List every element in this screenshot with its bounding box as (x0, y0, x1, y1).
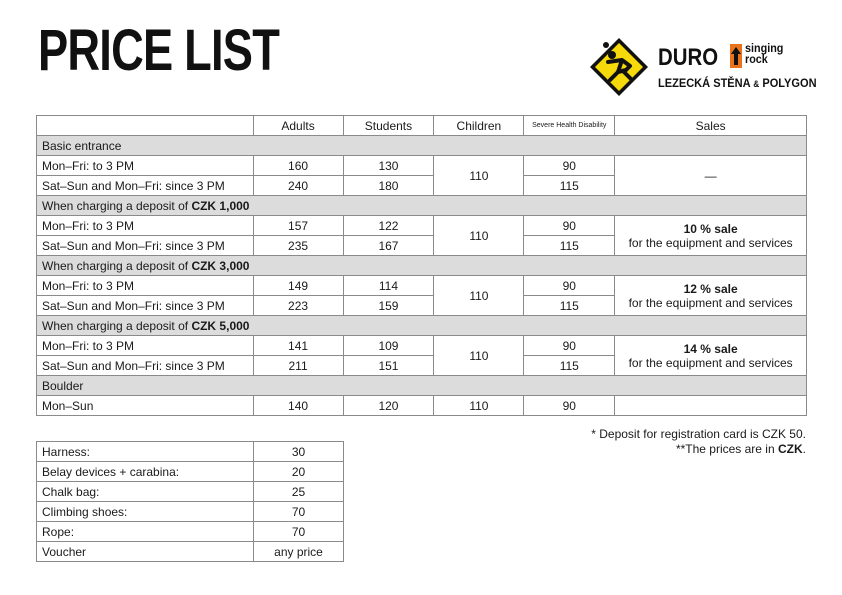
price-disability: 115 (524, 176, 615, 196)
table-header-row (37, 116, 807, 136)
section-deposit-amount: CZK 1,000 (191, 198, 250, 213)
deposit-note: * Deposit for registration card is CZK 50. (591, 427, 806, 441)
sale-description: — (704, 168, 717, 183)
column-header-sales: Sales (615, 116, 807, 136)
duro-logo (588, 36, 817, 98)
rental-item: Belay devices + carabina: (37, 462, 254, 482)
footnotes (591, 427, 806, 457)
price-children: 110 (434, 216, 524, 256)
rental-item: Voucher (37, 542, 254, 562)
column-header-children: Children (434, 116, 524, 136)
section-header-row (37, 136, 807, 156)
row-label: Sat–Sun and Mon–Fri: since 3 PM (37, 176, 254, 196)
table-row (37, 396, 807, 416)
price-disability: 90 (524, 336, 615, 356)
brand-name: DURO (658, 44, 719, 71)
price-students: 167 (343, 236, 434, 256)
price-students: 109 (343, 336, 434, 356)
price-sales (615, 396, 807, 416)
section-title (37, 256, 807, 276)
table-row (37, 336, 807, 356)
table-row (37, 156, 807, 176)
section-title (37, 196, 807, 216)
sale-description: for the equipment and services (628, 355, 793, 370)
price-children: 110 (434, 336, 524, 376)
rental-price: 30 (254, 442, 344, 462)
price-students: 114 (343, 276, 434, 296)
rental-table (36, 441, 344, 562)
sale-percent: 10 % sale (683, 221, 738, 236)
section-title (37, 316, 807, 336)
price-disability: 90 (524, 156, 615, 176)
section-title-text: When charging a deposit of (42, 318, 192, 333)
price-students: 122 (343, 216, 434, 236)
page-title: PRICE LIST (38, 18, 280, 83)
section-header-row (37, 256, 807, 276)
rental-price: 25 (254, 482, 344, 502)
price-students: 130 (343, 156, 434, 176)
rental-price: any price (254, 542, 344, 562)
price-adults: 160 (253, 156, 343, 176)
rental-row (37, 482, 344, 502)
row-label: Sat–Sun and Mon–Fri: since 3 PM (37, 236, 254, 256)
rental-row (37, 502, 344, 522)
price-disability: 115 (524, 356, 615, 376)
price-students: 159 (343, 296, 434, 316)
rental-price: 20 (254, 462, 344, 482)
price-adults: 223 (253, 296, 343, 316)
rental-item: Harness: (37, 442, 254, 462)
column-header-disability: Severe Health Disability (524, 116, 615, 136)
section-deposit-amount: CZK 5,000 (191, 318, 250, 333)
section-title-text: When charging a deposit of (42, 258, 192, 273)
price-adults: 235 (253, 236, 343, 256)
row-label: Mon–Sun (37, 396, 254, 416)
price-adults: 140 (253, 396, 343, 416)
rental-price: 70 (254, 502, 344, 522)
section-title-text: Basic entrance (42, 138, 122, 153)
price-disability: 115 (524, 236, 615, 256)
sale-description: for the equipment and services (628, 295, 793, 310)
price-children: 110 (434, 396, 524, 416)
price-adults: 141 (253, 336, 343, 356)
price-table (36, 115, 807, 416)
rental-item: Climbing shoes: (37, 502, 254, 522)
price-adults: 157 (253, 216, 343, 236)
price-students: 151 (343, 356, 434, 376)
price-students: 120 (343, 396, 434, 416)
rental-row (37, 542, 344, 562)
price-students: 180 (343, 176, 434, 196)
column-header (37, 116, 254, 136)
sale-cell (615, 216, 807, 256)
table-row (37, 216, 807, 236)
sale-cell (615, 336, 807, 376)
sale-cell (615, 156, 807, 196)
climber-logo-icon (588, 36, 650, 98)
rental-row (37, 442, 344, 462)
up-arrow-icon (730, 44, 742, 68)
price-disability: 90 (524, 216, 615, 236)
price-adults: 149 (253, 276, 343, 296)
rental-price: 70 (254, 522, 344, 542)
rental-item: Chalk bag: (37, 482, 254, 502)
section-header-row (37, 196, 807, 216)
section-header-row (37, 376, 807, 396)
section-header-row (37, 316, 807, 336)
sale-percent: 12 % sale (683, 281, 738, 296)
currency-note: **The prices are in CZK. (675, 442, 806, 456)
row-label: Mon–Fri: to 3 PM (37, 336, 254, 356)
section-title (37, 136, 807, 156)
price-adults: 240 (253, 176, 343, 196)
row-label: Sat–Sun and Mon–Fri: since 3 PM (37, 296, 254, 316)
sale-percent: 14 % sale (683, 341, 738, 356)
sale-description: for the equipment and services (628, 235, 793, 250)
rental-row (37, 462, 344, 482)
row-label: Sat–Sun and Mon–Fri: since 3 PM (37, 356, 254, 376)
price-adults: 211 (253, 356, 343, 376)
rental-item: Rope: (37, 522, 254, 542)
row-label: Mon–Fri: to 3 PM (37, 276, 254, 296)
table-row (37, 276, 807, 296)
price-disability: 115 (524, 296, 615, 316)
row-label: Mon–Fri: to 3 PM (37, 216, 254, 236)
sale-cell (615, 276, 807, 316)
section-title-text: When charging a deposit of (42, 198, 192, 213)
price-children: 110 (434, 156, 524, 196)
price-disability: 90 (524, 396, 615, 416)
section-title: Boulder (37, 376, 807, 396)
column-header-students: Students (343, 116, 434, 136)
price-children: 110 (434, 276, 524, 316)
row-label: Mon–Fri: to 3 PM (37, 156, 254, 176)
rental-row (37, 522, 344, 542)
logo-subtitle: LEZECKÁ STĚNA & POLYGON (658, 76, 817, 90)
column-header-adults: Adults (253, 116, 343, 136)
partner-logo-text: singing rock (745, 41, 784, 66)
price-disability: 90 (524, 276, 615, 296)
section-deposit-amount: CZK 3,000 (191, 258, 250, 273)
